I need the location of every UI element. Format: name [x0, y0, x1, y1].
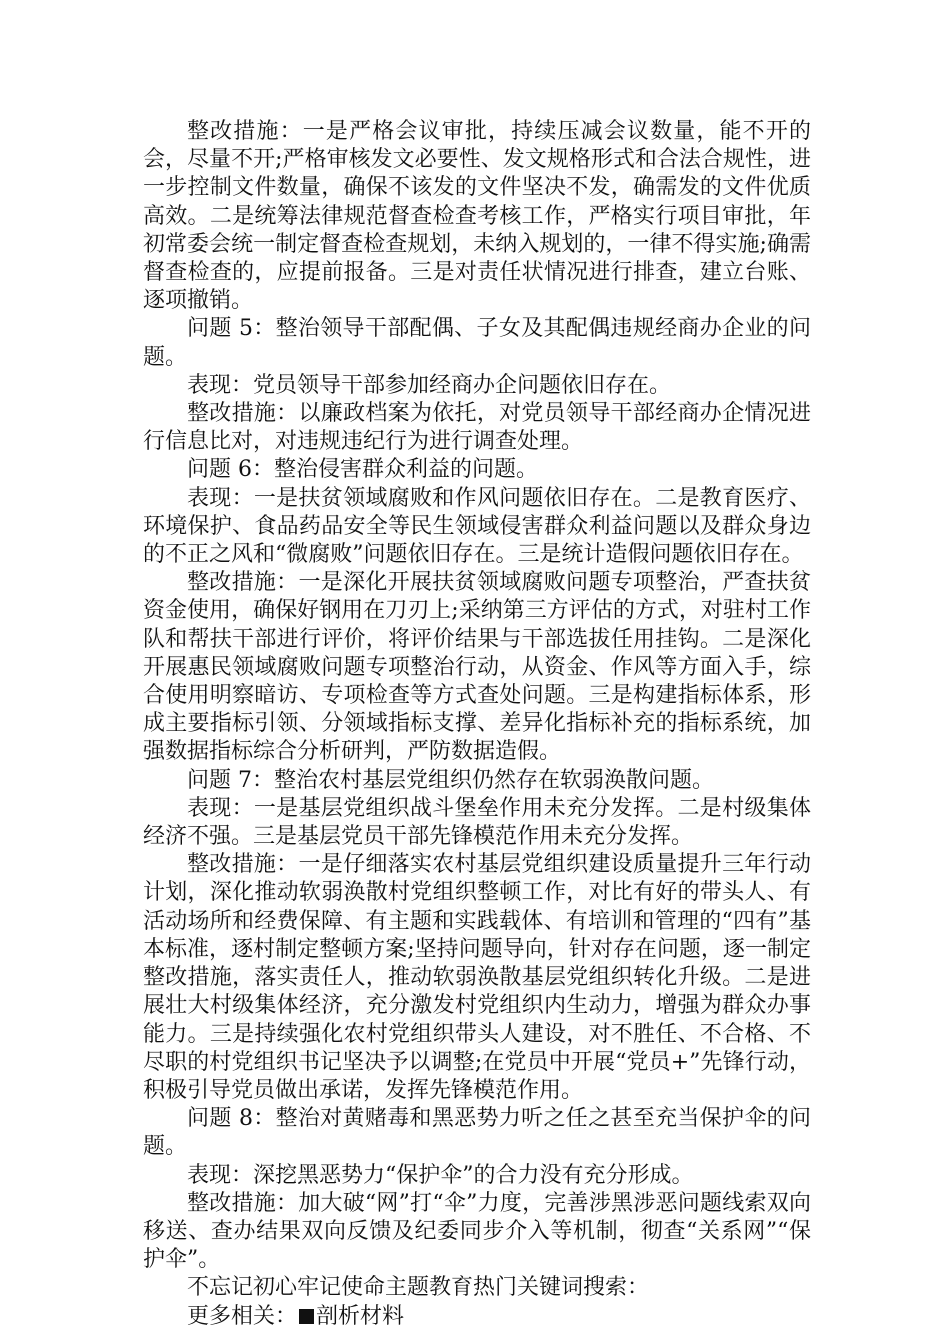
- document-body: [143, 118, 811, 1331]
- paragraph-issue-8-measures: 整改措施：加大破“网”打“伞”力度，完善涉黑涉恶问题线索双向移送、查办结果双向反馈及纪委同步介入等机制，彻查“关系网”“保护伞”。: [143, 1190, 811, 1273]
- related-link-analysis-material[interactable]: 剖析材料: [316, 1303, 405, 1329]
- paragraph-issue-6-measures: 整改措施：一是深化开展扶贫领域腐败问题专项整治，严查扶贫资金使用，确保好钢用在刀刃上;采纳第三方评估的方式，对驻村工作队和帮扶干部进行评价，将评价结果与干部选拔任用挂钩。二是深化开展惠民领域腐败问题专项整治行动，从资金、作风等方面入手，综合使用明察暗访、专项检查等方式查处问题。三是构建指标体系，形成主要指标引领、分领域指标支撑、差异化指标补充的指标系统，加强数据指标综合分析研判，严防数据造假。: [143, 570, 811, 765]
- paragraph-issue-6-manifestation: 表现：一是扶贫领域腐败和作风问题依旧存在。二是教育医疗、环境保护、食品药品安全等民生领域侵害群众利益问题以及群众身边的不正之风和“微腐败”问题依旧存在。三是统计造假问题依旧存在。: [143, 485, 811, 568]
- paragraph-issue-5-manifestation: 表现：党员领导干部参加经商办企问题依旧存在。: [187, 372, 672, 398]
- paragraph-issue-6: 问题 6：整治侵害群众利益的问题。: [187, 457, 538, 483]
- black-square-icon: [299, 1309, 314, 1324]
- paragraph-issue-8-manifestation: 表现：深挖黑恶势力“保护伞”的合力没有充分形成。: [187, 1162, 694, 1188]
- paragraph-issue-5: 问题 5：整治领导干部配偶、子女及其配偶违规经商办企业的问题。: [143, 316, 811, 370]
- paragraph-issue-5-measures: 整改措施：以廉政档案为依托，对党员领导干部经商办企情况进行信息比对，对违规违纪行为进行调查处理。: [143, 401, 811, 455]
- paragraph-issue-7-measures: 整改措施：一是仔细落实农村基层党组织建设质量提升三年行动计划，深化推动软弱涣散村党组织整顿工作，对比有好的带头人、有活动场所和经费保障、有主题和实践载体、有培训和管理的“四有”基本标准，逐村制定整顿方案;坚持问题导向，针对存在问题，逐一制定整改措施，落实责任人，推动软弱涣散基层党组织转化升级。二是进展壮大村级集体经济，充分激发村党组织内生动力，增强为群众办事能力。三是持续强化农村党组织带头人建设，对不胜任、不合格、不尽职的村党组织书记坚决予以调整;在党员中开展“党员+”先锋行动，积极引导党员做出承诺，发挥先锋模范作用。: [143, 852, 811, 1103]
- paragraph-issue-8: 问题 8：整治对黄赌毒和黑恶势力听之任之甚至充当保护伞的问题。: [143, 1106, 811, 1160]
- related-links-line: [143, 1303, 811, 1331]
- paragraph-issue-7: 问题 7：整治农村基层党组织仍然存在软弱涣散问题。: [187, 767, 714, 793]
- paragraph-issue-7-manifestation: 表现：一是基层党组织战斗堡垒作用未充分发挥。二是村级集体经济不强。三是基层党员干部先锋模范作用未充分发挥。: [143, 795, 811, 850]
- paragraph-keyword-search: 不忘记初心牢记使命主题教育热门关键词搜索：: [187, 1275, 650, 1301]
- related-prefix: 更多相关：: [187, 1303, 298, 1329]
- paragraph-rectification-measures-meetings: 整改措施：一是严格会议审批，持续压减会议数量，能不开的会，尽量不开;严格审核发文必要性、发文规格形式和合法合规性，进一步控制文件数量，确保不该发的文件坚决不发，确需发的文件优质高效。二是统筹法律规范督查检查考核工作，严格实行项目审批，年初常委会统一制定督查检查规划，未纳入规划的，一律不得实施;确需督查检查的，应提前报备。三是对责任状情况进行排查，建立台账、逐项撤销。: [143, 119, 811, 314]
